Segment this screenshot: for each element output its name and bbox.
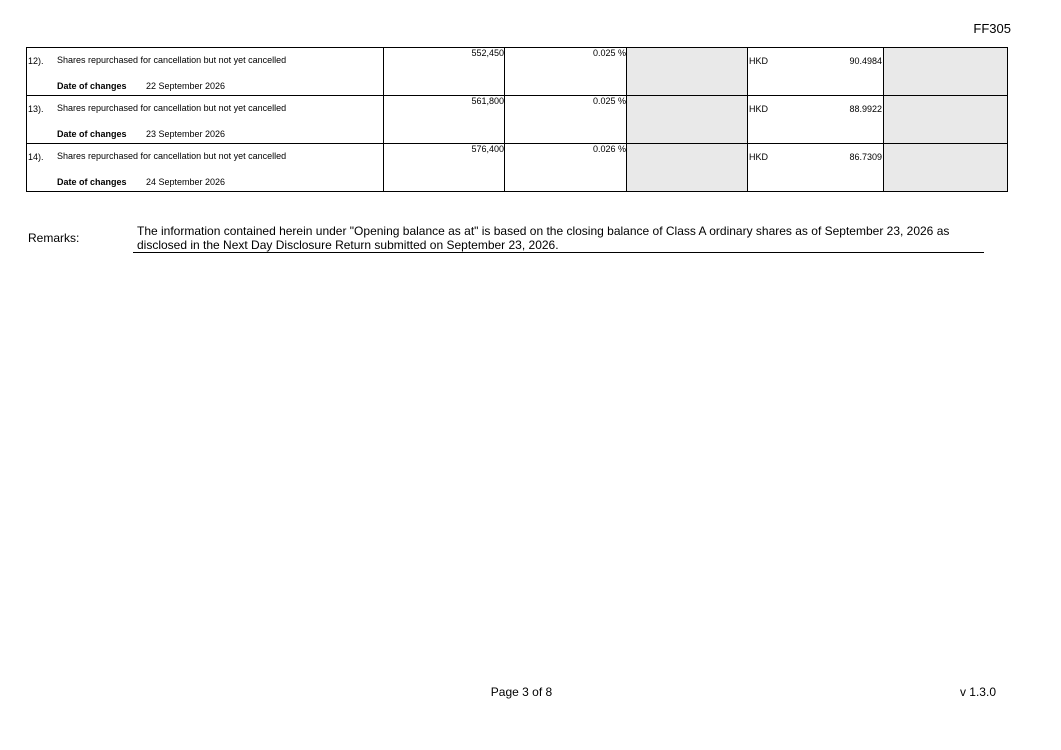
price-per-share: 90.4984 xyxy=(849,56,882,66)
currency: HKD xyxy=(749,56,769,66)
shares-percentage: 0.025 % xyxy=(505,96,627,144)
shares-count: 561,800 xyxy=(384,96,505,144)
description-cell xyxy=(27,48,384,96)
shaded-cell xyxy=(627,144,748,192)
shares-percentage: 0.026 % xyxy=(505,144,627,192)
shaded-cell xyxy=(884,96,1008,144)
row-number: 14). xyxy=(28,152,44,162)
price-cell xyxy=(748,96,884,144)
row-number: 13). xyxy=(28,104,44,114)
table-row xyxy=(27,96,1008,144)
price-per-share: 88.9922 xyxy=(849,104,882,114)
date-of-changes-value: 23 September 2026 xyxy=(146,129,226,139)
share-changes-table xyxy=(26,47,1008,192)
price-cell xyxy=(748,48,884,96)
row-description: Shares repurchased for cancellation but not yet cancelled xyxy=(57,103,287,113)
shares-count: 552,450 xyxy=(384,48,505,96)
table-row xyxy=(27,48,1008,96)
description-cell xyxy=(27,144,384,192)
date-of-changes-value: 22 September 2026 xyxy=(146,81,226,91)
currency: HKD xyxy=(749,152,769,162)
price-per-share: 86.7309 xyxy=(849,152,882,162)
row-number: 12). xyxy=(28,56,44,66)
shaded-cell xyxy=(884,48,1008,96)
shares-percentage: 0.025 % xyxy=(505,48,627,96)
shaded-cell xyxy=(627,48,748,96)
page-number: Page 3 of 8 xyxy=(490,685,553,699)
date-of-changes-label: Date of changes xyxy=(57,177,127,187)
row-description: Shares repurchased for cancellation but not yet cancelled xyxy=(57,55,287,65)
price-cell xyxy=(748,144,884,192)
date-of-changes-label: Date of changes xyxy=(57,129,127,139)
form-code: FF305 xyxy=(973,21,1011,36)
row-description: Shares repurchased for cancellation but not yet cancelled xyxy=(57,151,287,161)
description-cell xyxy=(27,96,384,144)
date-of-changes-label: Date of changes xyxy=(57,81,127,91)
shaded-cell xyxy=(884,144,1008,192)
version-label: v 1.3.0 xyxy=(959,685,996,699)
table-row xyxy=(27,144,1008,192)
shaded-cell xyxy=(627,96,748,144)
remarks-label: Remarks: xyxy=(28,231,80,245)
date-of-changes-value: 24 September 2026 xyxy=(146,177,226,187)
remarks-text: The information contained herein under "Opening balance as at" is based on the closing balance of Class A ordinary shares as of September 23, 2026 as disclosed in the Next Day Disclosure Return submitted on September 23, 2026. xyxy=(133,224,984,253)
shares-count: 576,400 xyxy=(384,144,505,192)
currency: HKD xyxy=(749,104,769,114)
